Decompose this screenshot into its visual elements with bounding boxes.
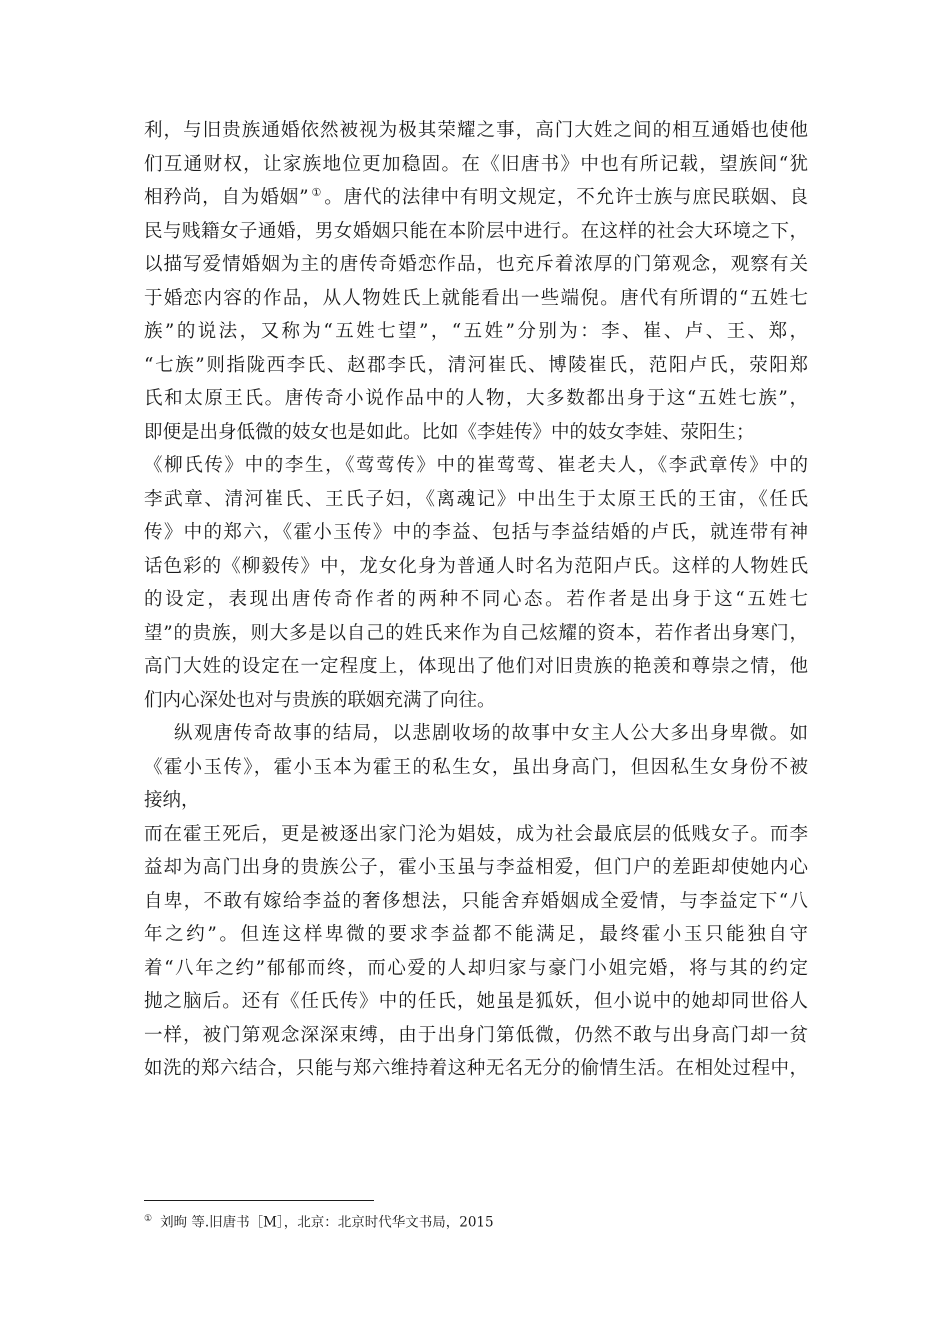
text-line: 的设定，表现出唐传奇作者的两种不同心态。若作者是出身于这“五姓七: [144, 589, 808, 610]
body-text: [144, 114, 808, 1086]
text-line: 自卑，不敢有嫁给李益的奢侈想法，只能舍弃婚姻成全爱情，与李益定下“八: [144, 890, 808, 912]
paragraph-first-line: 纵观唐传奇故事的结局，以悲剧收场的故事中女主人公大多出身卑微。如: [174, 723, 808, 744]
text-line: 《霍小玉传》，霍小玉本为霍王的私生女，虽出身高门，但因私生女身份不被: [144, 756, 808, 778]
text-line: 着“八年之约”郁郁而终，而心爱的人却归家与豪门小姐完婚，将与其的约定: [144, 957, 808, 979]
text-segment: 。唐代的法律中有明文规定，不允许士族与庶民联姻、良: [324, 187, 808, 208]
text-line: 望”的贵族，则大多是以自己的姓氏来作为自己炫耀的资本，若作者出身寒门，: [144, 622, 808, 644]
text-line: “七族”则指陇西李氏、赵郡李氏，清河崔氏、博陵崔氏，范阳卢氏，荥阳郑: [144, 354, 808, 376]
text-line-with-footnote: [144, 181, 808, 215]
text-line: 即便是出身低微的妓女也是如此。比如《李娃传》中的妓女李娃、荥阳生；: [144, 421, 755, 443]
text-line: 们互通财权，让家族地位更加稳固。在《旧唐书》中也有所记载，望族间“犹: [144, 153, 808, 175]
footnote-text: 刘昫 等.旧唐书［M］，北京：北京时代华文书局，2015: [160, 1214, 494, 1231]
text-line: 传》中的郑六，《霍小玉传》中的李益、包括与李益结婚的卢氏，就连带有神: [144, 522, 808, 543]
text-line: 利，与旧贵族通婚依然被视为极其荣耀之事，高门大姓之间的相互通婚也使他: [144, 120, 808, 141]
text-line: 高门大姓的设定在一定程度上，体现出了他们对旧贵族的艳羡和尊崇之情，他: [144, 656, 808, 677]
text-line: 民与贱籍女子通婚，男女婚姻只能在本阶层中进行。在这样的社会大环境之下，: [144, 220, 808, 242]
text-line: 族”的说法，又称为“五姓七望”，“五姓”分别为：李、崔、卢、王、郑，: [144, 321, 808, 342]
text-line: 抛之脑后。还有《任氏传》中的任氏，她虽是狐妖，但小说中的她却同世俗人: [144, 991, 808, 1012]
footnote-reference[interactable]: ①: [310, 185, 323, 199]
text-line: 李武章、清河崔氏、王氏子妇，《离魂记》中出生于太原王氏的王宙，《任氏: [144, 488, 808, 510]
footnote-mark: ①: [144, 1214, 153, 1224]
footnote-divider: [144, 1200, 374, 1201]
text-line: 一样，被门第观念深深束缚，由于出身门第低微，仍然不敢与出身高门却一贫: [144, 1024, 808, 1046]
text-segment: 相矜尚，自为婚姻”: [144, 187, 309, 208]
text-line: 如洗的郑六结合，只能与郑六维持着这种无名无分的偷情生活。在相处过程中，: [144, 1058, 808, 1079]
text-line: 们内心深处也对与贵族的联姻充满了向往。: [144, 689, 496, 711]
text-line: 以描写爱情婚姻为主的唐传奇婚恋作品，也充斥着浓厚的门第观念，观察有关: [144, 254, 808, 275]
text-line: 氏和太原王氏。唐传奇小说作品中的人物，大多数都出身于这“五姓七族”，: [144, 388, 808, 409]
text-line: 于婚恋内容的作品，从人物姓氏上就能看出一些端倪。唐代有所谓的“五姓七: [144, 287, 808, 309]
text-line: 年之约”。但连这样卑微的要求李益都不能满足，最终霍小玉只能独自守: [144, 924, 808, 945]
footnote: [144, 1209, 494, 1233]
text-line: 而在霍王死后，更是被逐出家门沦为娼妓，成为社会最底层的低贱女子。而李: [144, 823, 808, 845]
text-line: 接纳，: [144, 790, 200, 811]
text-line: 益却为高门出身的贵族公子，霍小玉虽与李益相爱，但门户的差距却使她内心: [144, 857, 808, 878]
text-line: 话色彩的《柳毅传》中，龙女化身为普通人时名为范阳卢氏。这样的人物姓氏: [144, 555, 808, 577]
text-line: 《柳氏传》中的李生，《莺莺传》中的崔莺莺、崔老夫人，《李武章传》中的: [144, 455, 808, 476]
